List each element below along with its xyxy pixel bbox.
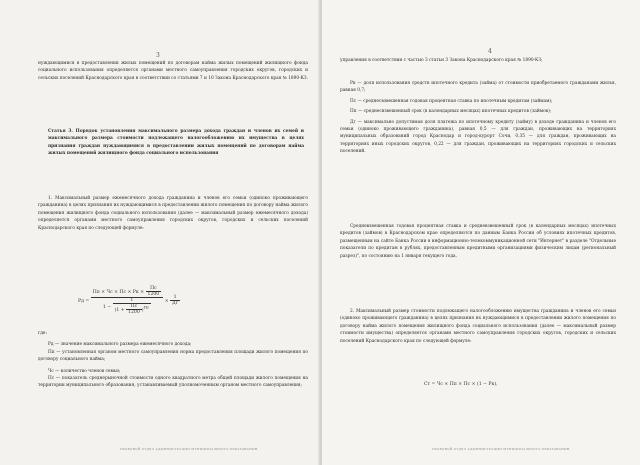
footer-stamp: ПРАВОВОЙ ОТДЕЛ АДМИНИСТРАЦИИ МУНИЦИПАЛЬНОГО ОБРАЗОВАНИЯ (120, 447, 258, 451)
formula-numerator-prefix: Пп × Чс × Пс × Рк × (92, 290, 145, 295)
footer-stamp: ПРАВОВОЙ ОТДЕЛ АДМИНИСТРАЦИИ МУНИЦИПАЛЬНОГО ОБРАЗОВАНИЯ (432, 447, 570, 451)
formula-rhs-den: Дг (172, 301, 179, 306)
formula-paren-num: Пс (126, 304, 142, 310)
definition-item: Рд — значение максимального размера ежемесячного дохода; (48, 342, 192, 348)
formula-inner-fraction (146, 286, 162, 297)
intro-paragraph (38, 60, 308, 82)
formula-main-fraction (91, 286, 164, 315)
formula-den-paren: (1 + (114, 308, 125, 313)
formula-exponent: Пс (143, 304, 150, 310)
definition-item: Пп — среднесвзвешенный срок (в календарных месяцах) ипотечных кредитов (займов); (350, 109, 552, 115)
definition-item: Пп — установленная органом местного самоуправления норма предоставления площади жилого помещения по договору социального найма; (38, 349, 308, 363)
formula-lhs: Рд = (78, 299, 90, 304)
paragraph-2-text: 2. Максимальный размер стоимости подлежащего налогообложению имущества гражданина и членов его семьи (одиноко проживающего гражданина) в целях признания их нуждающимися в предоставлении жилого помещения по договору найма жилого помещения жилищного фонда социального использования (далее — максимальный размер стоимости имущества) определяется органами местного самоуправления городских округов, городских и сельских поселений Краснодарского края по следующей формуле: (340, 309, 616, 344)
where-label: где: (38, 331, 47, 336)
definitions-right (340, 80, 616, 156)
definition-item: Пс — показатель среднерыночной стоимости одного квадратного метра общей площади жилого помещения на территории муниципального образования, устанавливаемый уполномоченным органом местного самоуправления; (38, 376, 308, 389)
article-title: Статья 3. Порядок установления максимального размера дохода граждан и членов их семей и максимального размера стоимости подлежащего налогообложению их имущества в целях признания граждан нуждающимися в предоставлении жилых помещений по договорам найма жилых помещений жилищного фонда социального использования (48, 129, 304, 157)
continuation-text: управления в соответствии с частью 3 статьи 3 Закона Краснодарского края № 1890-КЗ; (340, 58, 543, 63)
rates-text: Средневзвешенная годовая процентная ставка и средневзвешенный срок (в календарных месяцах) ипотечных кредитов (займов) в Краснодарском крае определяются по данным Банка России об условиях ипотечных кредитов, размещенным на сайте Банка России в информационно-телекоммуникационной сети "Интернет" в разделе "Отдельные показатели по кредитам в рублях, предоставленным кредитными организациями физическим лицам (региональный разрез)", по состоянию на 1 января текущего года. (340, 224, 616, 259)
article-heading (48, 128, 304, 158)
formula-den-paren-fraction (126, 304, 142, 315)
intro-text: нуждающимися в предоставлении жилых помещений по договорам найма жилых помещений жилищного фонда социального использования определяется органами местного самоуправления городских округов, городских и сельских поселений Краснодарского края в соответствии со статьями 7 и 10 Закона Краснодарского края № 1890-КЗ. (38, 61, 308, 81)
definition-item: Чс — количество членов семьи; (48, 368, 121, 374)
formula-inner-num: Пс (146, 286, 162, 292)
definition-item: Дг — максимально допустимая доля платежа по ипотечному кредиту (займу) в доходе гражданина и членов его семьи (одиноко проживающего гражданина), равная 0,5 — для граждан, проживающих на территориях муниципальных образований город Краснодар и город-курорт Сочи, 0,35 — для граждан, проживающих на территориях иных городских округов, 0,22 — для граждан, проживающих на территориях городских и сельских поселений. (340, 119, 616, 155)
formula-paren-den: 1200 (128, 310, 140, 315)
paragraph-1 (38, 195, 308, 232)
formula-numerator (91, 286, 164, 298)
page-number: 4 (488, 48, 492, 55)
formula-den-fraction-den: (1 + $\frac{Пс}{1200}$ )$^{Пс}$ (114, 304, 150, 315)
paragraph-2 (340, 308, 616, 345)
definitions-left (38, 330, 308, 390)
formula-rhs-fraction (170, 295, 180, 306)
income-formula: Рд = Пп × Чс × Пс × Рк × $\frac{Пс}{1200}$ 1 − 1 (1 + $\frac{Пс}{1200}$ )$^{Пс}$ × $\frac{1}{Дг}$ (78, 286, 179, 315)
definition-item: Рк — доля использования средств ипотечного кредита (займа) от стоимости приобретаемого гражданами жилья, равная 0,7; (340, 81, 616, 94)
right-page (322, 0, 640, 465)
rates-paragraph (340, 223, 616, 260)
continuation (340, 57, 616, 64)
formula-den-fraction-num: 1 (113, 298, 151, 304)
formula-den-fraction (113, 298, 151, 315)
formula-inner-den: 1200 (147, 292, 160, 297)
paragraph-1-text: 1. Максимальный размер ежемесячного дохода гражданина и членов его семьи (одиноко проживающего гражданина) в целях признания их нуждающимися в предоставлении жилого помещения по договору найма жилого помещения жилищного фонда социального использования (далее — максимальный размер ежемесячного дохода) определяется органами местного самоуправления городских округов, городских и сельских поселений Краснодарского края по следующей формуле: (38, 196, 308, 231)
formula-denominator (91, 298, 164, 315)
page-number: 3 (156, 52, 160, 59)
formula-rhs-num: 1 (170, 295, 180, 301)
formula-den-one: 1 − (102, 305, 112, 310)
property-formula: Ст = Чс × Пп × Пс × (1 − Рк), (424, 382, 498, 387)
definition-item: Пс — среднесвзвешенная годовая процентная ставка по ипотечным кредитам (займам); (350, 98, 553, 104)
